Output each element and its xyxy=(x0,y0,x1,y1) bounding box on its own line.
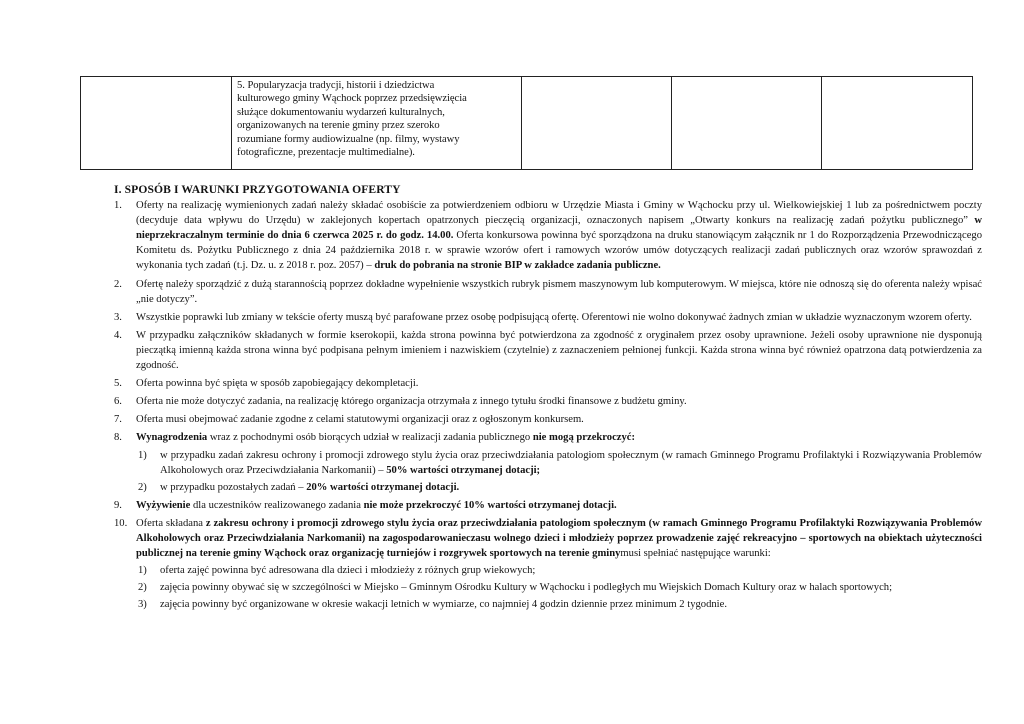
item-number: 1. xyxy=(114,200,122,212)
item-bold-term: 20% wartości otrzymanej dotacji. xyxy=(306,481,460,493)
item-number: 3. xyxy=(114,311,122,323)
list-item xyxy=(110,376,982,391)
item-number: 2. xyxy=(114,278,122,290)
table-cell-line: rozumiane formy audiowizualne (np. filmy, wystawy xyxy=(237,133,460,145)
item-text-part: Oferta składana xyxy=(136,517,206,529)
sub-item-number: 3) xyxy=(138,599,147,611)
item-text: Oferta nie może dotyczyć zadania, na realizację którego organizacja otrzymała z innego tytułu środki finansowe z budżetu gminy. xyxy=(136,396,687,408)
item-download-note-bold: druk do pobrania na stronie BIP w zakładce zadania publiczne. xyxy=(374,260,661,272)
sub-item-number: 1) xyxy=(138,565,147,577)
list-item xyxy=(110,412,982,427)
item-text: Oferta musi obejmować zadanie zgodne z celami statutowymi organizacji oraz z ogłoszonym konkursem. xyxy=(136,414,584,426)
offer-preparation-section xyxy=(110,182,982,615)
list-item xyxy=(110,498,982,513)
item-text: Oferta powinna być spięta w sposób zapobiegający dekompletacji. xyxy=(136,378,419,390)
section-heading: I. SPOSÓB I WARUNKI PRZYGOTOWANIA OFERTY xyxy=(114,183,401,196)
item-text-part: w przypadku zadań zakresu ochrony i promocji zdrowego stylu życia oraz przeciwdziałania patologiom społecznym (w ramach Gminnego Programu Profilaktyki i Rozwiązywania Problemów Alkoholowych oraz Przeciwdziałania Narkomanii) – xyxy=(160,449,982,476)
sub-list-item xyxy=(136,597,982,612)
sub-list-item xyxy=(136,580,982,595)
item-number: 9. xyxy=(114,499,122,511)
table-cell-empty xyxy=(81,77,232,170)
table-cell-line: fotograficzne, prezentacje multimedialne). xyxy=(237,147,415,159)
list-item xyxy=(110,310,982,325)
item-number: 10. xyxy=(114,517,128,529)
sub-item-text xyxy=(160,448,982,478)
table-cell-empty xyxy=(672,77,822,170)
item-number: 4. xyxy=(114,329,122,341)
item-bold-term: z zakresu ochrony i promocji zdrowego stylu życia oraz przeciwdziałania patologiom społecznym (w ramach Gminnego Programu Profilaktyki Rozwiązywania Problemów Alkoholowych oraz Przeciwdziałania Narkomanii) na zagospodarowanieczasu wolnego dzieci i młodzieży poprzez prowadzenie zajęć rekreacyjno – sportowych na obiektach użyteczności publicznej na terenie gminy Wąchock oraz organizację turniejów i rozgrywek sportowych na terenie gminy xyxy=(136,517,982,560)
item-text xyxy=(136,498,982,513)
item-number: 8. xyxy=(114,432,122,444)
sub-item-text: zajęcia powinny obywać się w szczególności w Miejsko – Gminnym Ośrodku Kultury w Wąchocku i podległych mu Wiejskich Domach Kultury oraz w halach sportowych; xyxy=(160,582,893,594)
item-text-part: w przypadku pozostałych zadań – xyxy=(160,481,307,493)
table-cell-line: organizowanych na terenie gminy przez szeroko xyxy=(237,120,440,132)
item-bold-term: nie mogą przekroczyć: xyxy=(532,432,636,444)
item-bold-term: nie może przekroczyć 10% wartości otrzymanej dotacji. xyxy=(363,499,617,511)
sub-list-item xyxy=(136,480,982,495)
sub-list-item xyxy=(136,448,982,478)
item-number: 6. xyxy=(114,396,122,408)
item-text: Ofertę należy sporządzić z dużą starannością poprzez dokładne wypełnienie wszystkich rubryk pismem maszynowym lub komputerowym. W miejsca, które nie odnoszą się do oferenta należy wpisać „nie dotyczy”. xyxy=(136,278,982,305)
item-bold-term: Wyżywienie xyxy=(136,499,191,511)
list-item xyxy=(110,516,982,613)
item-deadline-bold: w nieprzekraczalnym terminie do dnia 6 czerwca 2025 r. do godz. 14.00. xyxy=(136,215,982,242)
list-item xyxy=(110,394,982,409)
table-cell-task-description xyxy=(232,77,522,170)
item-text-part: musi spełniać następujące warunki: xyxy=(620,548,771,560)
item-bold-term: Wynagrodzenia xyxy=(136,432,208,444)
table-cell-line: służące dokumentowaniu wydarzeń kulturalnych, xyxy=(237,106,445,118)
item-text-part: wraz z pochodnymi osób biorących udział w realizacji zadania publicznego xyxy=(207,432,533,444)
table-cell-empty xyxy=(522,77,672,170)
item-text: Wszystkie poprawki lub zmiany w tekście oferty muszą być parafowane przez osobę podpisującą ofertę. Oferentowi nie wolno dokonywać żadnych zmian w układzie wyznaczonym wzorem oferty. xyxy=(136,311,972,323)
item-text xyxy=(136,430,982,445)
list-item xyxy=(110,277,982,307)
sub-item-text: zajęcia powinny być organizowane w okresie wakacji letnich w wymiarze, co najmniej 4 godzin dziennie przez minimum 2 tygodnie. xyxy=(160,599,727,611)
list-item xyxy=(110,198,982,273)
item-text xyxy=(136,516,982,561)
item-text-part: Oferta konkursowa powinna być sporządzona na druku stanowiącym załącznik nr 1 do Rozporządzenia Przewodniczącego Komitetu ds. Pożytku Publicznego z dnia 24 października 2018 r. w sprawie wzorów ofert i ramowych wzorów umów dotyczących realizacji zadań publicznych oraz wzorów sprawozdań z wykonania tych zadań (t.j. Dz. u. z 2018 r. poz. 2057) – xyxy=(136,230,982,272)
item-number: 7. xyxy=(114,414,122,426)
sub-item-number: 2) xyxy=(138,481,147,493)
sub-item-number: 1) xyxy=(138,449,147,461)
table-cell-line: kulturowego gminy Wąchock poprzez przedsięwzięcia xyxy=(237,93,467,105)
item-text xyxy=(136,198,982,273)
item-text-part: dla uczestników realizowanego zadania xyxy=(190,499,364,511)
item-bold-term: 50% wartości otrzymanej dotacji; xyxy=(386,464,541,476)
sub-item-text: oferta zajęć powinna być adresowana dla dzieci i młodzieży z różnych grup wiekowych; xyxy=(160,565,536,577)
table-cell-line: 5. Popularyzacja tradycji, historii i dziedzictwa xyxy=(237,80,435,91)
sub-item-text xyxy=(160,480,982,495)
item-text: W przypadku załączników składanych w formie kserokopii, każda strona powinna być potwierdzona za zgodność z oryginałem przez osoby uprawnione. Jeżeli osoby uprawnione nie dysponują pieczątką imienną każda strona winna być podpisana pełnym imieniem i nazwiskiem (czytelnie) z zaznaczeniem pełnionej funkcji. Każda strona winna być również opatrzona datą potwierdzenia za zgodność. xyxy=(136,329,982,372)
list-item xyxy=(110,430,982,494)
sub-item-number: 2) xyxy=(138,582,147,594)
list-item xyxy=(110,328,982,373)
item-number: 5. xyxy=(114,378,122,390)
offer-table-fragment xyxy=(80,76,973,170)
sub-list-item xyxy=(136,563,982,578)
table-row xyxy=(81,77,973,170)
item-text-part: Oferty na realizację wymienionych zadań należy składać osobiście za potwierdzeniem odbioru w Urzędzie Miasta i Gminy w Wąchocku przy ul. Wielkowiejskiej 1 lub za pośrednictwem poczty (decyduje data wpływu do Urzędu) w zaklejonych kopertach opatrzonych pieczęcią organizacji, oznaczonych napisem „Otwarty konkurs na realizację zadań pożytku publicznego” xyxy=(136,200,982,227)
table-cell-empty xyxy=(822,77,973,170)
